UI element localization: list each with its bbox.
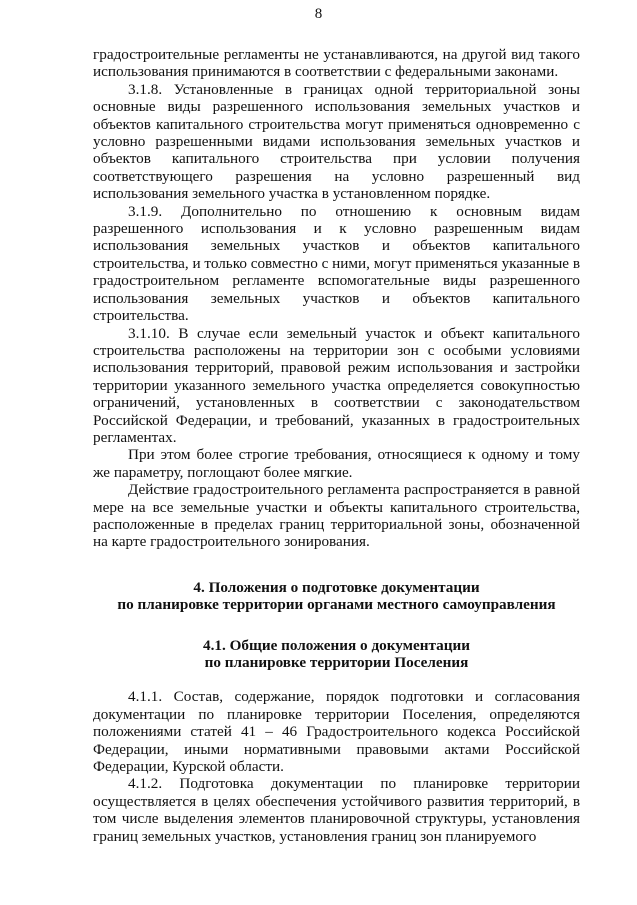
section-4-heading-line2: по планировке территории органами местного самоуправления (117, 596, 556, 614)
page-number: 8 (314, 6, 323, 22)
section-4-1-heading-line1: 4.1. Общие положения о документации (203, 636, 470, 654)
section-4-1-heading-line2: по планировке территории Поселения (204, 654, 469, 671)
section-4-heading (93, 579, 580, 614)
document-body (93, 46, 580, 845)
paragraph-4-1-2: 4.1.2. Подготовка документации по планировке территории осуществляется в целях обеспечения устойчивого развития территорий, в том числе выделения элементов планировочной структуры, установления границ земельных участков, установления границ зон планируемого (93, 775, 580, 845)
paragraph-regulation-scope: Действие градостроительного регламента распространяется в равной мере на все земельные участки и объекты капитального строительства, расположенные в пределах границ территориальной зоны, обозначенной на карте градостроительного зонирования. (93, 481, 580, 551)
paragraph-4-1-1: 4.1.1. Состав, содержание, порядок подготовки и согласования документации по планировке территории Поселения, определяются положениями статей 41 – 46 Градостроительного кодекса Российской Федерации, иными нормативными правовыми актами Российской Федерации, Курской области. (93, 688, 580, 776)
paragraph-continuation: градостроительные регламенты не устанавливаются, на другой вид такого использования принимаются в соответствии с федеральными законами. (93, 46, 580, 81)
paragraph-3-1-9: 3.1.9. Дополнительно по отношению к основным видам разрешенного использования и к условно разрешенным видам использования земельных участков и объектов капитального строительства, и только совместно с ними, могут применяться указанные в градостроительном регламенте вспомогательные виды разрешенного использования земельных участков и объектов капитального строительства. (93, 202, 580, 325)
section-4-heading-line1: 4. Положения о подготовке документации (193, 578, 480, 596)
paragraph-3-1-8: 3.1.8. Установленные в границах одной территориальной зоны основные виды разрешенного использования земельных участков и объектов капитального строительства могут применяться одновременно с условно разрешенными видами использования земельных участков и объектов капитального строительства при условии получения соответствующего разрешения на условно разрешенный вид использования земельного участка в установленном порядке. (93, 80, 580, 203)
paragraph-3-1-10: 3.1.10. В случае если земельный участок и объект капитального строительства расположены на территории зон с особыми условиями использования территорий, правовой режим использования и застройки территории указанного земельного участка определяется совокупностью ограничений, установленных в соответствии с законодательством Российской Федерации, и требований, указанных в градостроительных регламентах. (93, 324, 580, 446)
section-4-1-heading (93, 637, 580, 672)
paragraph-stricter-requirements: При этом более строгие требования, относящиеся к одному и тому же параметру, поглощают более мягкие. (93, 446, 580, 481)
